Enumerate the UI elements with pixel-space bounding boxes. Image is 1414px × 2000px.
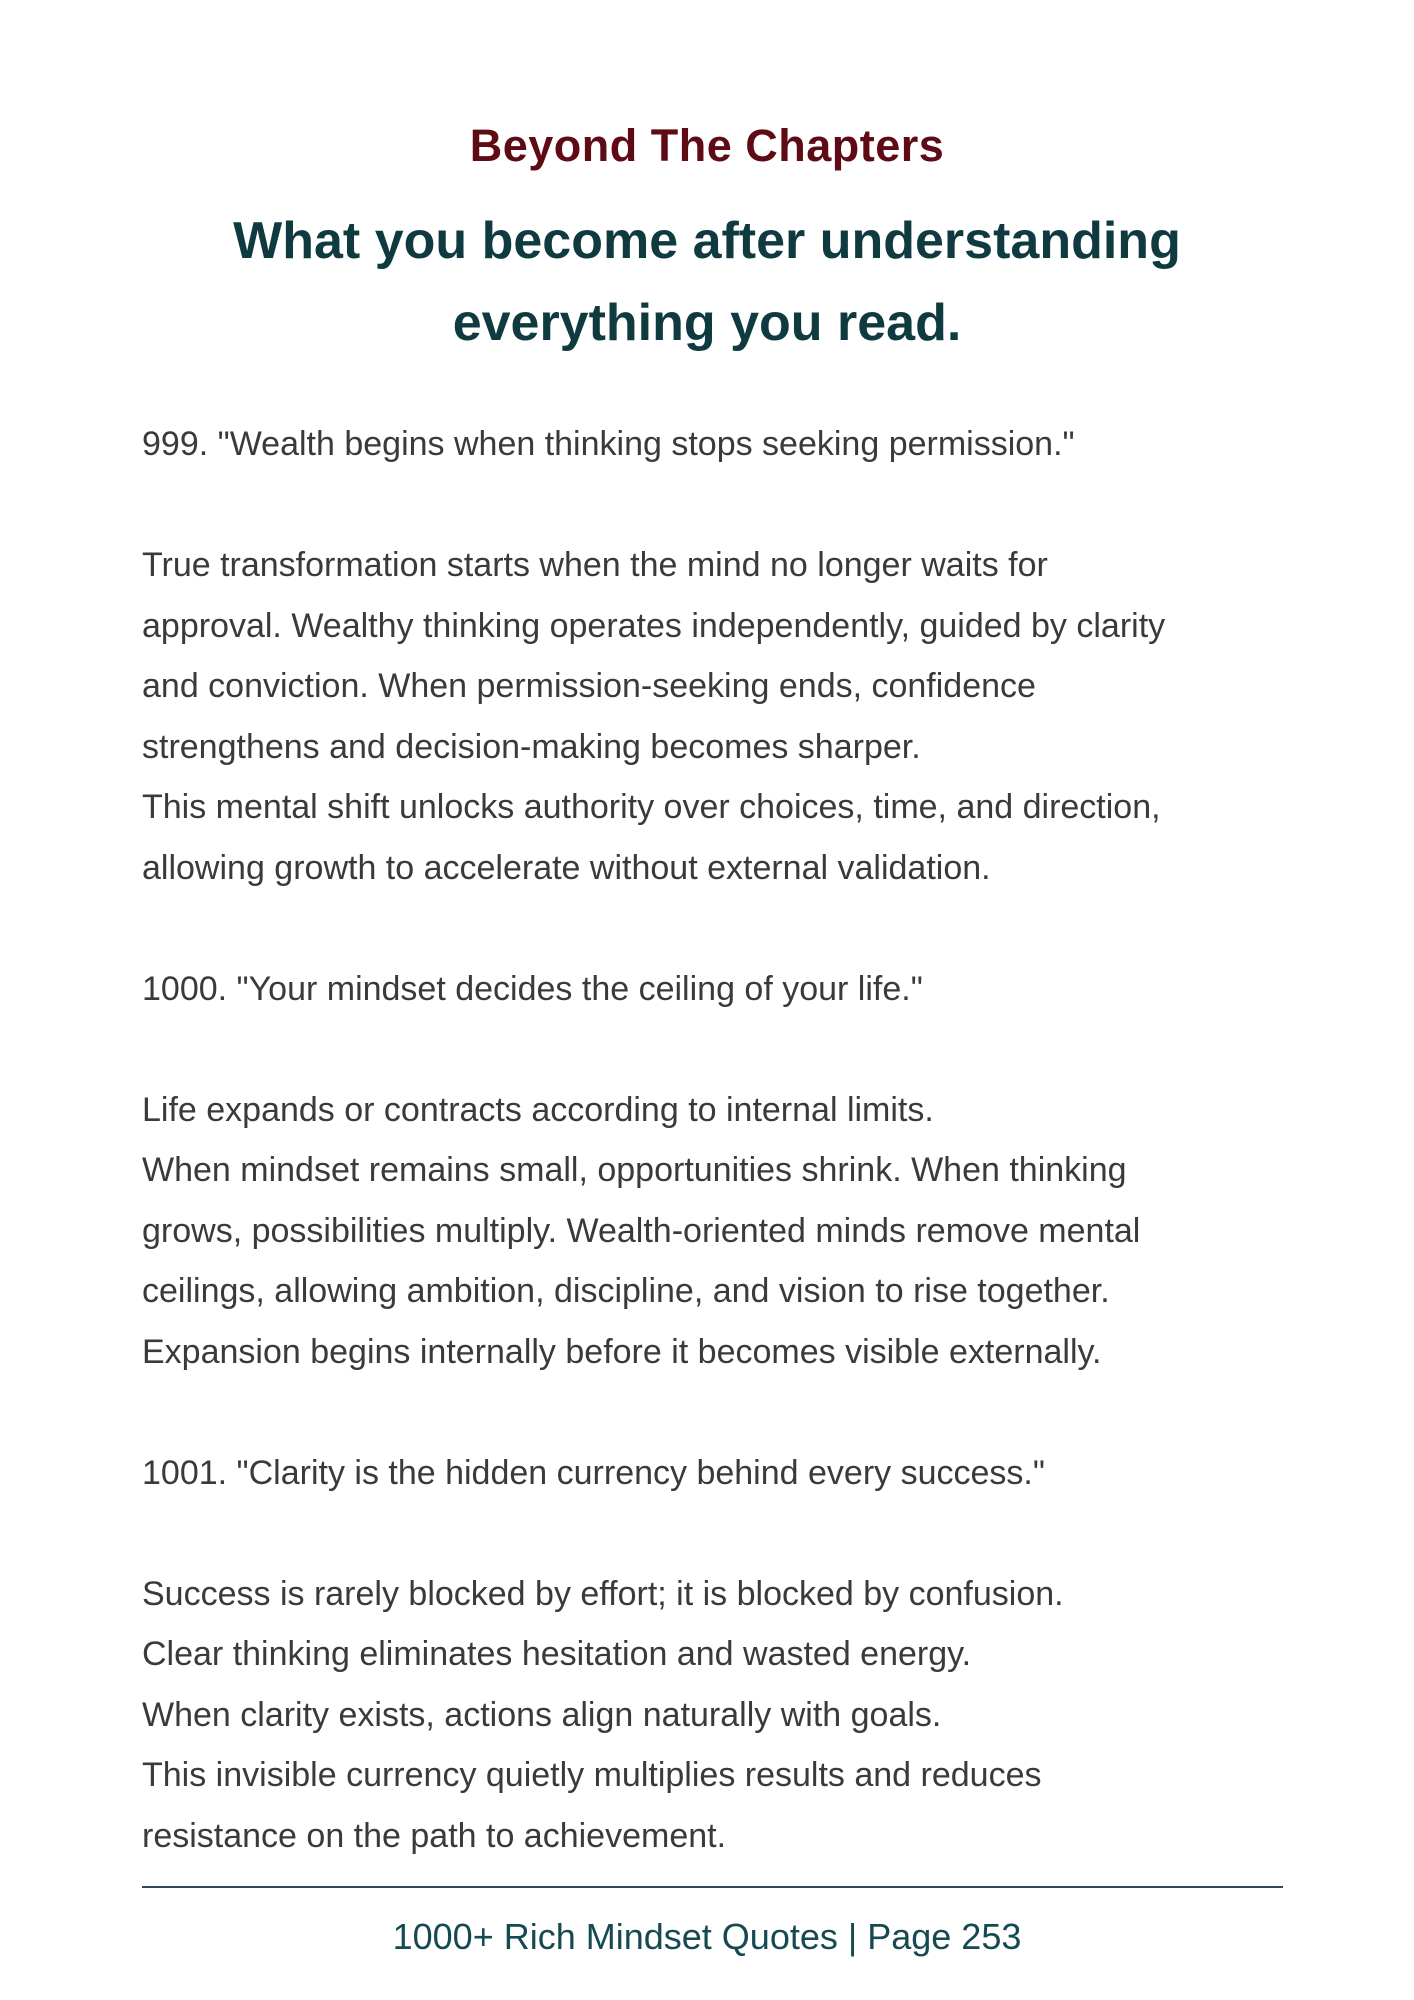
paragraph-line: This invisible currency quietly multiplies results and reduces: [142, 1756, 1042, 1794]
paragraph-line: When clarity exists, actions align naturally with goals.: [142, 1695, 942, 1734]
section-kicker: Beyond The Chapters: [469, 120, 945, 171]
paragraph-line: grows, possibilities multiply. Wealth-oriented minds remove mental: [142, 1211, 1141, 1250]
quote-block-1001: [142, 1443, 1302, 1867]
paragraph-line: approval. Wealthy thinking operates independently, guided by clarity: [142, 606, 1166, 645]
paragraph-line: True transformation starts when the mind no longer waits for: [142, 546, 1048, 584]
page-title-line-2: everything you read.: [452, 294, 962, 352]
paragraph-line: When mindset remains small, opportunities shrink. When thinking: [142, 1151, 1127, 1189]
paragraph-line: strengthens and decision-making becomes sharper.: [142, 727, 921, 766]
paragraph-line: allowing growth to accelerate without external validation.: [142, 848, 991, 887]
paragraph-line: Expansion begins internally before it becomes visible externally.: [142, 1332, 1102, 1371]
page-title: [160, 200, 1254, 364]
quotes-content: [142, 414, 1302, 1866]
paragraph-line: resistance on the path to achievement.: [142, 1816, 727, 1855]
quote-heading: 999. "Wealth begins when thinking stops seeking permission.": [142, 425, 1075, 463]
footer-divider: [142, 1886, 1283, 1888]
quote-block-999: [142, 414, 1302, 898]
quote-block-1000: [142, 959, 1302, 1383]
paragraph-line: This mental shift unlocks authority over choices, time, and direction,: [142, 788, 1161, 826]
paragraph-line: Success is rarely blocked by effort; it is blocked by confusion.: [142, 1574, 1064, 1613]
paragraph-line: Clear thinking eliminates hesitation and wasted energy.: [142, 1635, 972, 1673]
paragraph-line: ceilings, allowing ambition, discipline, and vision to rise together.: [142, 1272, 1110, 1310]
page-footer: 1000+ Rich Mindset Quotes | Page 253: [392, 1916, 1022, 1957]
paragraph-line: and conviction. When permission-seeking ends, confidence: [142, 667, 1036, 705]
page-title-line-1: What you become after understanding: [233, 212, 1181, 270]
quote-heading: 1001. "Clarity is the hidden currency behind every success.": [142, 1453, 1045, 1492]
paragraph-line: Life expands or contracts according to internal limits.: [142, 1090, 934, 1129]
quote-heading: 1000. "Your mindset decides the ceiling of your life.": [142, 969, 923, 1008]
